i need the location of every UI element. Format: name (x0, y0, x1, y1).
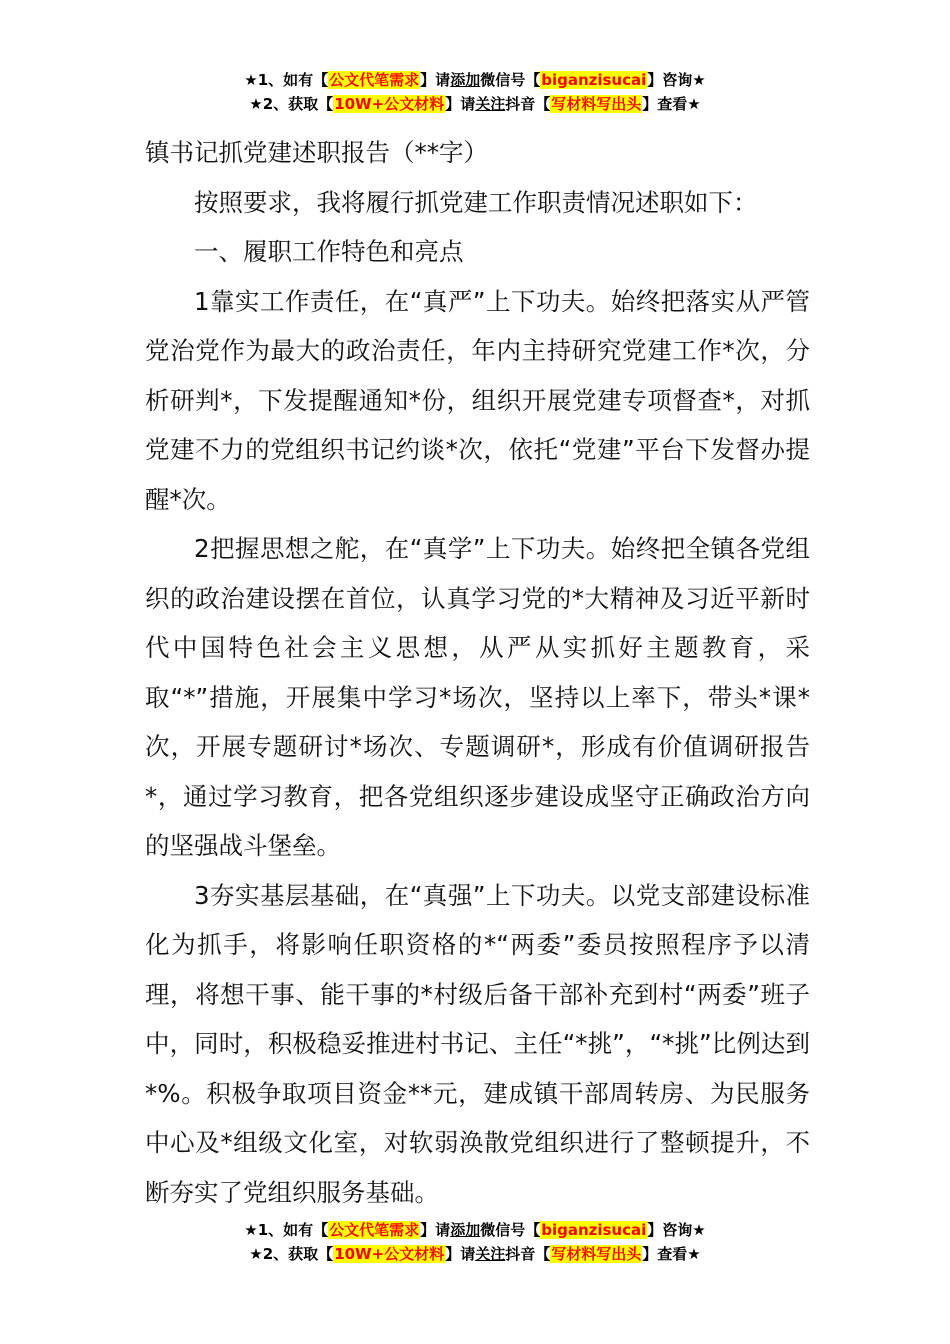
banner-text: ★1、如有【 (244, 71, 329, 89)
document-title: 镇书记抓党建述职报告（**字） (145, 138, 488, 167)
banner-text: 抖音【 (505, 1245, 551, 1263)
ghostwriting-highlight: 公文代笔需求 (329, 1221, 420, 1239)
section-heading: 一、履职工作特色和亮点 (194, 237, 464, 266)
add-underline-text: 添加 (450, 71, 481, 89)
banner-text: 微信号【 (480, 71, 541, 89)
paragraph-1: 1靠实工作责任，在“真严”上下功夫。始终把落实从严管党治党作为最大的政治责任，年内主持研究党建工作*次，分析研判*，下发提醒通知*份，组织开展党建专项督查*，对抓党建不力的党组织书记约谈*次，依托“党建”平台下发督办提醒*次。 (145, 286, 810, 514)
douyin-account-highlight: 写材料写出头 (551, 1245, 642, 1263)
banner-text: ★2、获取【 (249, 1245, 334, 1263)
header-banner-line-2 (0, 92, 950, 116)
banner-text: 】查看★ (642, 1245, 701, 1263)
paragraph-2: 2把握思想之舵，在“真学”上下功夫。始终把全镇各党组织的政治建设摆在首位，认真学习党的*大精神及习近平新时代中国特色社会主义思想，从严从实抓好主题教育，采取“*”措施，开展集中学习*场次，坚持以上率下，带头*课*次，开展专题研讨*场次、专题调研*，形成有价值调研报告*，通过学习教育，把各党组织逐步建设成坚守正确政治方向的坚强战斗堡垒。 (145, 534, 810, 860)
header-banner-line-1 (0, 68, 950, 92)
materials-highlight: 10W+公文材料 (334, 1245, 445, 1263)
banner-text: ★1、如有【 (244, 1221, 329, 1239)
document-body (145, 128, 810, 1217)
footer-banner-line-2 (0, 1242, 950, 1266)
intro-paragraph: 按照要求，我将履行抓党建工作职责情况述职如下： (194, 187, 758, 217)
banner-text: 】请 (420, 71, 451, 89)
banner-text: ★2、获取【 (249, 95, 334, 113)
header-banner (0, 68, 950, 116)
douyin-account-highlight: 写材料写出头 (551, 95, 642, 113)
banner-text: 】请 (445, 95, 476, 113)
wechat-id-highlight: biganzisucai (541, 71, 647, 89)
wechat-id-highlight: biganzisucai (541, 1221, 647, 1239)
materials-highlight: 10W+公文材料 (334, 95, 445, 113)
follow-underline-text: 关注 (475, 95, 506, 113)
paragraph-3: 3夯实基层基础，在“真强”上下功夫。以党支部建设标准化为抓手，将影响任职资格的*“两委”委员按照程序予以清理，将想干事、能干事的*村级后备干部补充到村“两委”班子中，同时，积极稳妥推进村书记、主任“*挑”，“*挑”比例达到*%。积极争取项目资金**元，建成镇干部周转房、为民服务中心及*组级文化室，对软弱涣散党组织进行了整顿提升，不断夯实了党组织服务基础。 (145, 880, 810, 1207)
banner-text: 】请 (420, 1221, 451, 1239)
add-underline-text: 添加 (450, 1221, 481, 1239)
banner-text: 】请 (445, 1245, 476, 1263)
banner-text: 】咨询★ (647, 1221, 706, 1239)
follow-underline-text: 关注 (475, 1245, 506, 1263)
banner-text: 微信号【 (480, 1221, 541, 1239)
banner-text: 】查看★ (642, 95, 701, 113)
ghostwriting-highlight: 公文代笔需求 (329, 71, 420, 89)
footer-banner (0, 1218, 950, 1266)
banner-text: 抖音【 (505, 95, 551, 113)
footer-banner-line-1 (0, 1218, 950, 1242)
banner-text: 】咨询★ (647, 71, 706, 89)
